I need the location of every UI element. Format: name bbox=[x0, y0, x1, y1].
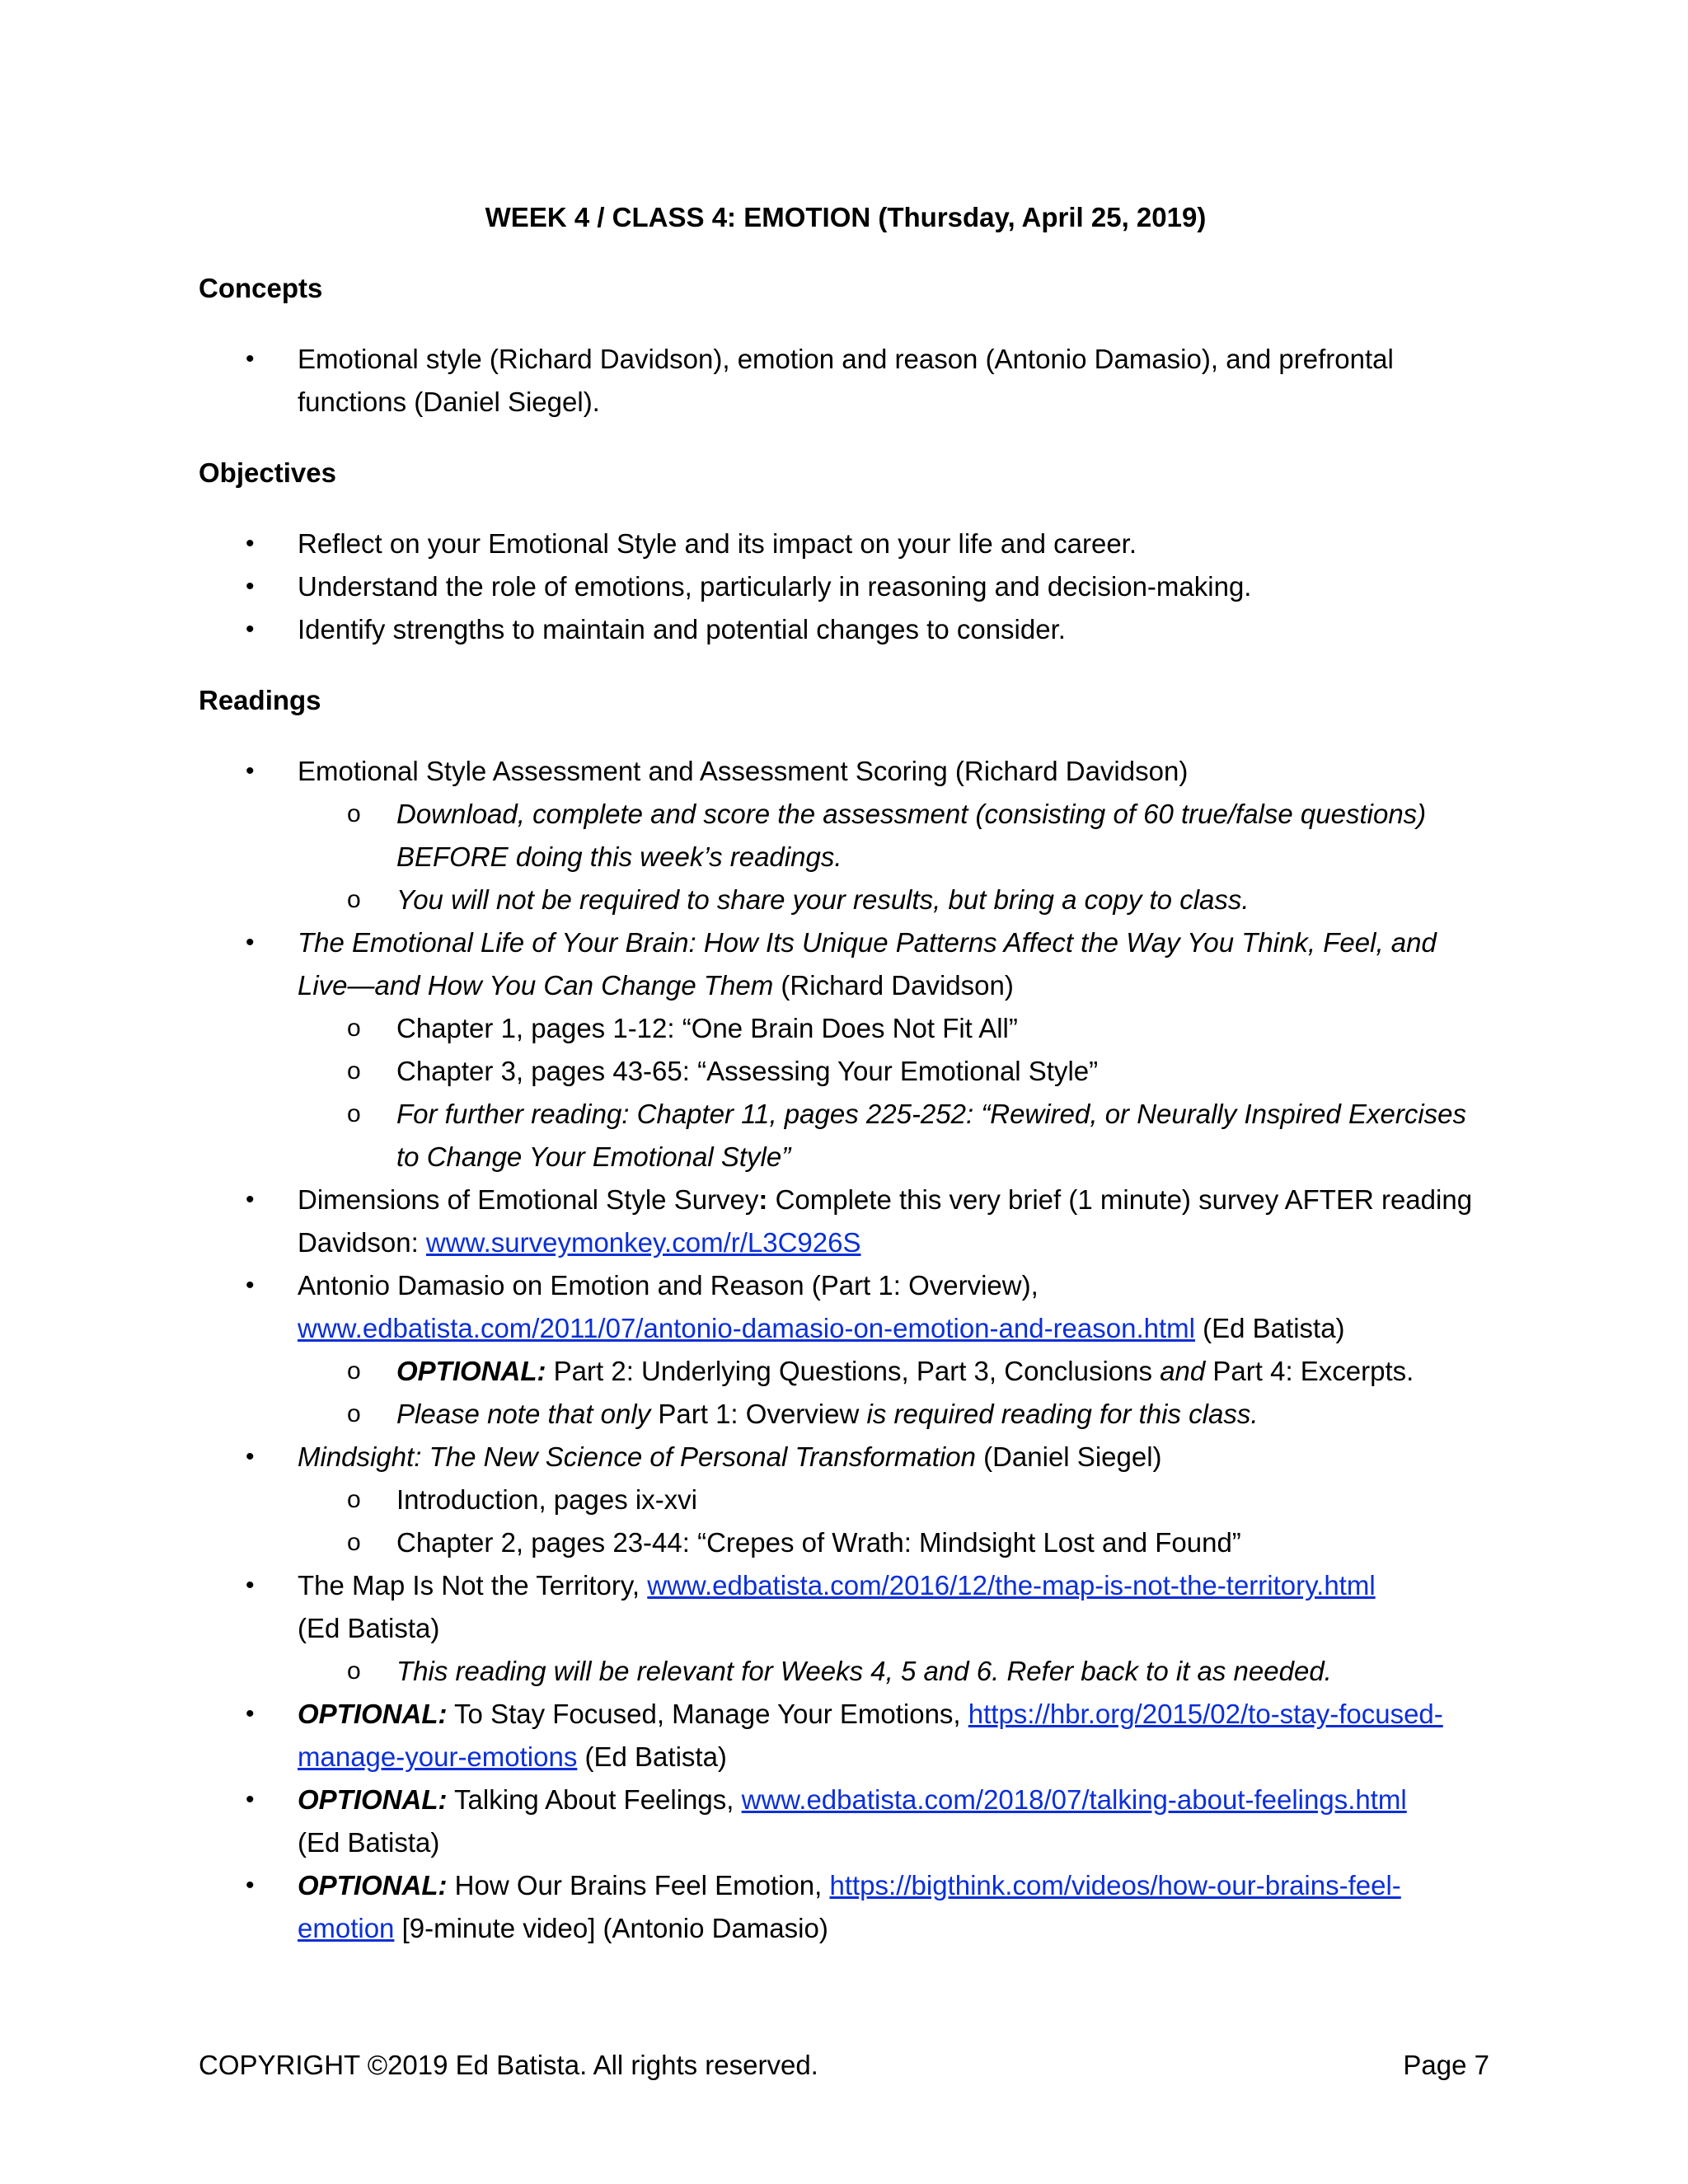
author: (Daniel Siegel) bbox=[975, 1441, 1162, 1472]
circle-bullet-icon: o bbox=[347, 1057, 361, 1085]
sub-item bbox=[298, 1050, 1493, 1093]
reading-text: Antonio Damasio on Emotion and Reason (Part 1: Overview), bbox=[298, 1270, 1039, 1301]
reading-item bbox=[199, 1564, 1493, 1693]
reading-item bbox=[199, 1693, 1493, 1779]
circle-bullet-icon: o bbox=[347, 1657, 361, 1685]
circle-bullet-icon: o bbox=[347, 800, 361, 827]
bullet-icon: • bbox=[246, 616, 255, 643]
author: (Ed Batista) bbox=[577, 1741, 727, 1772]
book-title: Mindsight: The New Science of Personal Transformation bbox=[298, 1441, 976, 1472]
reading-item bbox=[199, 1264, 1493, 1436]
sub-item bbox=[298, 1007, 1493, 1050]
objective-text: Understand the role of emotions, particularly in reasoning and decision-making. bbox=[298, 571, 1252, 602]
bullet-icon: • bbox=[246, 573, 255, 600]
feelings-link[interactable]: www.edbatista.com/2018/07/talking-about-feelings.html bbox=[741, 1784, 1407, 1815]
sub-text: This reading will be relevant for Weeks 4, 5 and 6. Refer back to it as needed. bbox=[396, 1656, 1332, 1686]
footer-page-number: Page 7 bbox=[1403, 2050, 1489, 2080]
optional-label: OPTIONAL: bbox=[298, 1784, 448, 1815]
sub-text: Please note that only bbox=[396, 1399, 659, 1429]
author: (Ed Batista) bbox=[298, 1827, 440, 1858]
book-title: The Emotional Life of Your Brain: How Its Unique Patterns Affect the Way You Think, Feel, and Live—and How You Can Change Them bbox=[298, 927, 1437, 1001]
reading-item bbox=[199, 921, 1493, 1179]
circle-bullet-icon: o bbox=[347, 1015, 361, 1042]
list-item bbox=[199, 338, 1493, 424]
concepts-list bbox=[199, 338, 1493, 424]
bullet-icon: • bbox=[246, 1786, 255, 1813]
bullet-icon: • bbox=[246, 1186, 255, 1213]
bullet-icon: • bbox=[246, 1872, 255, 1899]
circle-bullet-icon: o bbox=[347, 1357, 361, 1385]
author: (Ed Batista) bbox=[1194, 1313, 1345, 1343]
footer-copyright: COPYRIGHT ©2019 Ed Batista. All rights reserved. bbox=[199, 2050, 818, 2080]
reading-item bbox=[199, 1864, 1493, 1950]
readings-list bbox=[199, 750, 1493, 1950]
sub-list bbox=[298, 1007, 1493, 1179]
sub-text: Part 2: Underlying Questions, Part 3, Conclusions bbox=[546, 1356, 1160, 1386]
sub-item bbox=[298, 1093, 1493, 1179]
sub-text: and bbox=[1160, 1356, 1206, 1386]
bullet-icon: • bbox=[246, 1700, 255, 1727]
sub-text: Download, complete and score the assessment (consisting of 60 true/false questions) BEFORE doing this week’s readings. bbox=[396, 799, 1427, 872]
objectives-heading: Objectives bbox=[199, 457, 336, 488]
bullet-icon: • bbox=[246, 1443, 255, 1470]
circle-bullet-icon: o bbox=[347, 1529, 361, 1556]
optional-label: OPTIONAL: bbox=[298, 1870, 448, 1900]
survey-link[interactable]: www.surveymonkey.com/r/L3C926S bbox=[425, 1227, 861, 1258]
sub-text: Chapter 1, pages 1-12: “One Brain Does Not Fit All” bbox=[396, 1013, 1018, 1043]
reading-text: Dimensions of Emotional Style Survey bbox=[298, 1184, 759, 1215]
objectives-list bbox=[199, 523, 1493, 651]
sub-text: For further reading: Chapter 11, pages 225-252: “Rewired, or Neurally Inspired Exercises to Change Your Emotional Style” bbox=[396, 1099, 1467, 1172]
bigthink-link[interactable]: https://bigthink.com/videos/how-our-brains-feel-emotion bbox=[298, 1870, 1401, 1943]
list-item bbox=[199, 565, 1493, 608]
concept-text: Emotional style (Richard Davidson), emotion and reason (Antonio Damasio), and prefrontal functions (Daniel Siegel). bbox=[298, 344, 1394, 417]
bullet-icon: • bbox=[246, 1272, 255, 1299]
sub-text: You will not be required to share your results, but bring a copy to class. bbox=[396, 884, 1250, 915]
bullet-icon: • bbox=[246, 1572, 255, 1599]
readings-heading: Readings bbox=[199, 685, 321, 715]
reading-text: To Stay Focused, Manage Your Emotions, bbox=[447, 1699, 968, 1729]
sub-item bbox=[298, 879, 1493, 921]
sub-item bbox=[298, 1650, 1493, 1693]
sub-list bbox=[298, 1479, 1493, 1564]
map-territory-link[interactable]: www.edbatista.com/2016/12/the-map-is-not-the-territory.html bbox=[647, 1570, 1376, 1601]
reading-text: The Map Is Not the Territory, bbox=[298, 1570, 648, 1601]
bullet-icon: • bbox=[246, 530, 255, 557]
reading-text: How Our Brains Feel Emotion, bbox=[447, 1870, 830, 1900]
list-item bbox=[199, 608, 1493, 651]
sub-item bbox=[298, 1393, 1493, 1436]
circle-bullet-icon: o bbox=[347, 1486, 361, 1513]
reading-item bbox=[199, 1436, 1493, 1564]
circle-bullet-icon: o bbox=[347, 1100, 361, 1127]
bullet-icon: • bbox=[246, 929, 255, 956]
colon: : bbox=[758, 1184, 768, 1215]
circle-bullet-icon: o bbox=[347, 1400, 361, 1427]
sub-text: Part 4: Excerpts. bbox=[1205, 1356, 1414, 1386]
optional-label: OPTIONAL: bbox=[298, 1699, 448, 1729]
reading-text: Complete this very brief (1 minute) survey AFTER reading Davidson: bbox=[298, 1184, 1473, 1258]
bullet-icon: • bbox=[246, 757, 255, 785]
list-item bbox=[199, 523, 1493, 565]
objective-text: Identify strengths to maintain and potential changes to consider. bbox=[298, 614, 1066, 644]
damasio-link[interactable]: www.edbatista.com/2011/07/antonio-damasio-on-emotion-and-reason.html bbox=[298, 1313, 1195, 1343]
author: (Ed Batista) bbox=[298, 1613, 440, 1643]
sub-item bbox=[298, 1350, 1493, 1393]
concepts-heading: Concepts bbox=[199, 273, 323, 303]
reading-item bbox=[199, 1779, 1493, 1864]
reading-text: Talking About Feelings, bbox=[447, 1784, 742, 1815]
sub-item bbox=[298, 793, 1493, 879]
sub-list bbox=[298, 793, 1493, 921]
sub-list bbox=[298, 1650, 1493, 1693]
page-title: WEEK 4 / CLASS 4: EMOTION (Thursday, April 25, 2019) bbox=[485, 202, 1207, 232]
sub-item bbox=[298, 1521, 1493, 1564]
document-page bbox=[199, 196, 1493, 1978]
sub-text: is required reading for this class. bbox=[859, 1399, 1259, 1429]
circle-bullet-icon: o bbox=[347, 886, 361, 913]
bullet-icon: • bbox=[246, 345, 255, 373]
video-note: [9-minute video] (Antonio Damasio) bbox=[394, 1913, 828, 1943]
hbr-link[interactable]: https://hbr.org/2015/02/to-stay-focused-manage-your-emotions bbox=[298, 1699, 1443, 1772]
sub-text: Chapter 3, pages 43-65: “Assessing Your Emotional Style” bbox=[396, 1056, 1099, 1086]
author: (Richard Davidson) bbox=[773, 970, 1014, 1001]
sub-text: Part 1: Overview bbox=[658, 1399, 860, 1429]
reading-item bbox=[199, 1179, 1493, 1264]
sub-item bbox=[298, 1479, 1493, 1521]
optional-label: OPTIONAL: bbox=[396, 1356, 546, 1386]
objective-text: Reflect on your Emotional Style and its impact on your life and career. bbox=[298, 528, 1137, 559]
reading-item bbox=[199, 750, 1493, 921]
sub-text: Introduction, pages ix-xvi bbox=[396, 1484, 698, 1515]
reading-text: Emotional Style Assessment and Assessment Scoring (Richard Davidson) bbox=[298, 756, 1189, 786]
sub-text: Chapter 2, pages 23-44: “Crepes of Wrath: Mindsight Lost and Found” bbox=[396, 1527, 1241, 1558]
sub-list bbox=[298, 1350, 1493, 1436]
